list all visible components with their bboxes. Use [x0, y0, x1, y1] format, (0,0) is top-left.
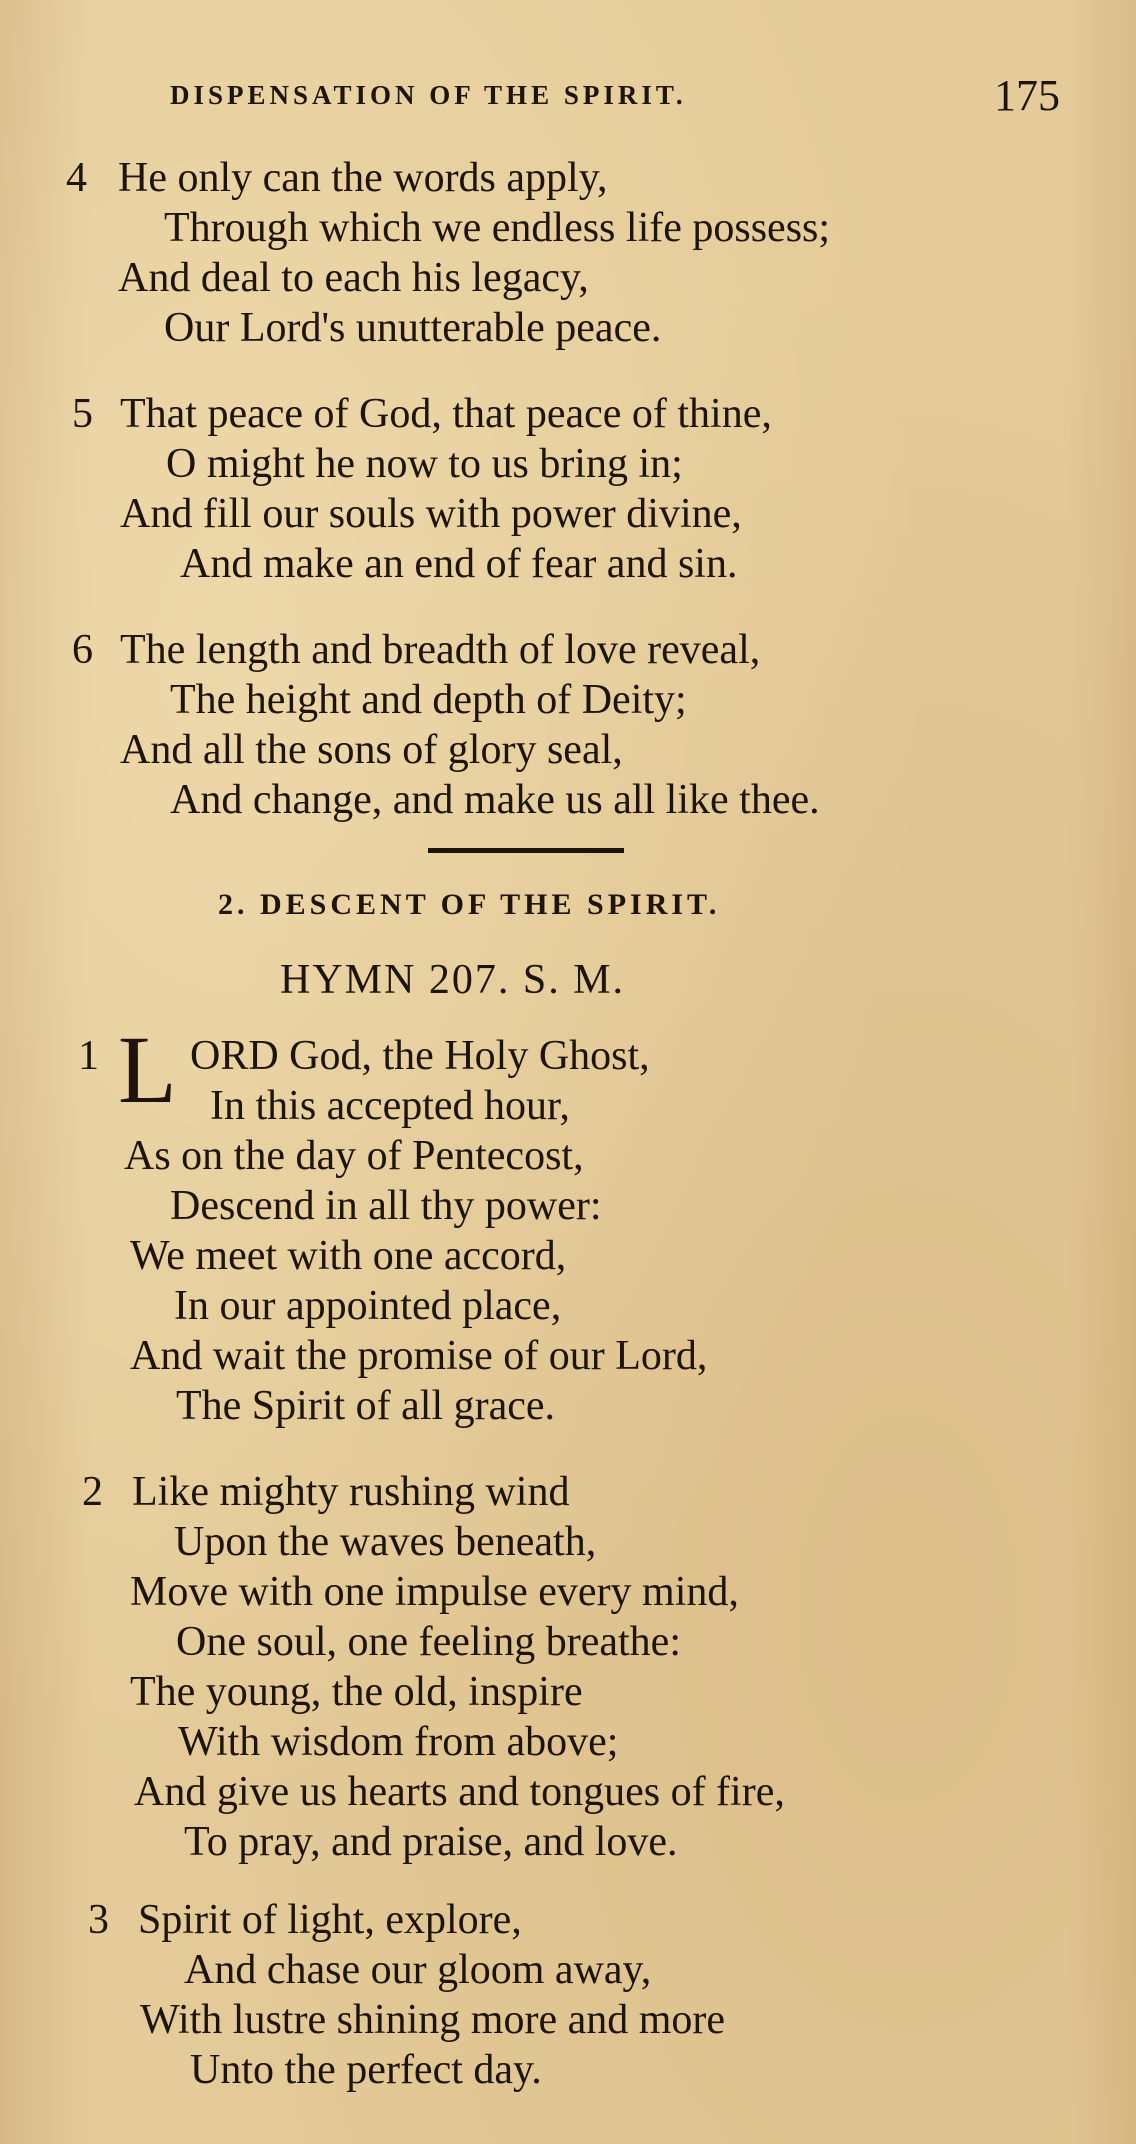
verse-line: And wait the promise of our Lord, — [130, 1333, 708, 1379]
verse-line: We meet with one accord, — [130, 1233, 567, 1279]
verse-line: And deal to each his legacy, — [118, 255, 589, 301]
running-title: DISPENSATION OF THE SPIRIT. — [170, 80, 687, 110]
verse-line: ORD God, the Holy Ghost, — [190, 1033, 650, 1079]
verse-line: Spirit of light, explore, — [138, 1897, 522, 1943]
verse-line: The length and breadth of love reveal, — [120, 627, 761, 673]
stanza-number: 6 — [72, 627, 93, 673]
page-header — [170, 70, 1060, 130]
stanza-number: 4 — [66, 155, 87, 201]
verse-line: Like mighty rushing wind — [132, 1469, 570, 1515]
verse-line: And chase our gloom away, — [184, 1947, 652, 1993]
verse-line: And change, and make us all like thee. — [170, 777, 820, 823]
verse-line: And give us hearts and tongues of fire, — [134, 1769, 785, 1815]
verse-line: Our Lord's unutterable peace. — [164, 305, 662, 351]
verse-line: With lustre shining more and more — [140, 1997, 726, 2043]
verse-line: The Spirit of all grace. — [176, 1383, 556, 1429]
verse-line: As on the day of Pentecost, — [124, 1133, 584, 1179]
verse-line: Move with one impulse every mind, — [130, 1569, 739, 1615]
verse-line: And fill our souls with power divine, — [120, 491, 742, 537]
verse-line: And make an end of fear and sin. — [180, 541, 738, 587]
stanza-number: 5 — [72, 391, 93, 437]
verse-line: Descend in all thy power: — [170, 1183, 602, 1229]
verse-line: To pray, and praise, and love. — [184, 1819, 678, 1865]
verse-line: Upon the waves beneath, — [174, 1519, 597, 1565]
stanza-number: 3 — [88, 1897, 109, 1943]
verse-line: In this accepted hour, — [210, 1083, 570, 1129]
verse-line: Through which we endless life possess; — [164, 205, 831, 251]
hymn-title: HYMN 207. S. M. — [280, 957, 626, 1003]
page-number: 175 — [994, 71, 1060, 120]
verse-line: With wisdom from above; — [178, 1719, 619, 1765]
verse-line: He only can the words apply, — [118, 155, 608, 201]
drop-cap: L — [118, 1016, 177, 1123]
verse-line: One soul, one feeling breathe: — [176, 1619, 681, 1665]
section-title: 2. DESCENT OF THE SPIRIT. — [218, 888, 721, 921]
verse-line: In our appointed place, — [174, 1283, 562, 1329]
section-divider — [428, 848, 624, 853]
verse-line: O might he now to us bring in; — [166, 441, 683, 487]
verse-line: That peace of God, that peace of thine, — [120, 391, 772, 437]
verse-line: Unto the perfect day. — [190, 2047, 542, 2093]
verse-line: The young, the old, inspire — [130, 1669, 583, 1715]
stanza-number: 1 — [78, 1033, 99, 1079]
verse-line: And all the sons of glory seal, — [120, 727, 623, 773]
stanza-number: 2 — [82, 1469, 103, 1515]
verse-line: The height and depth of Deity; — [170, 677, 687, 723]
